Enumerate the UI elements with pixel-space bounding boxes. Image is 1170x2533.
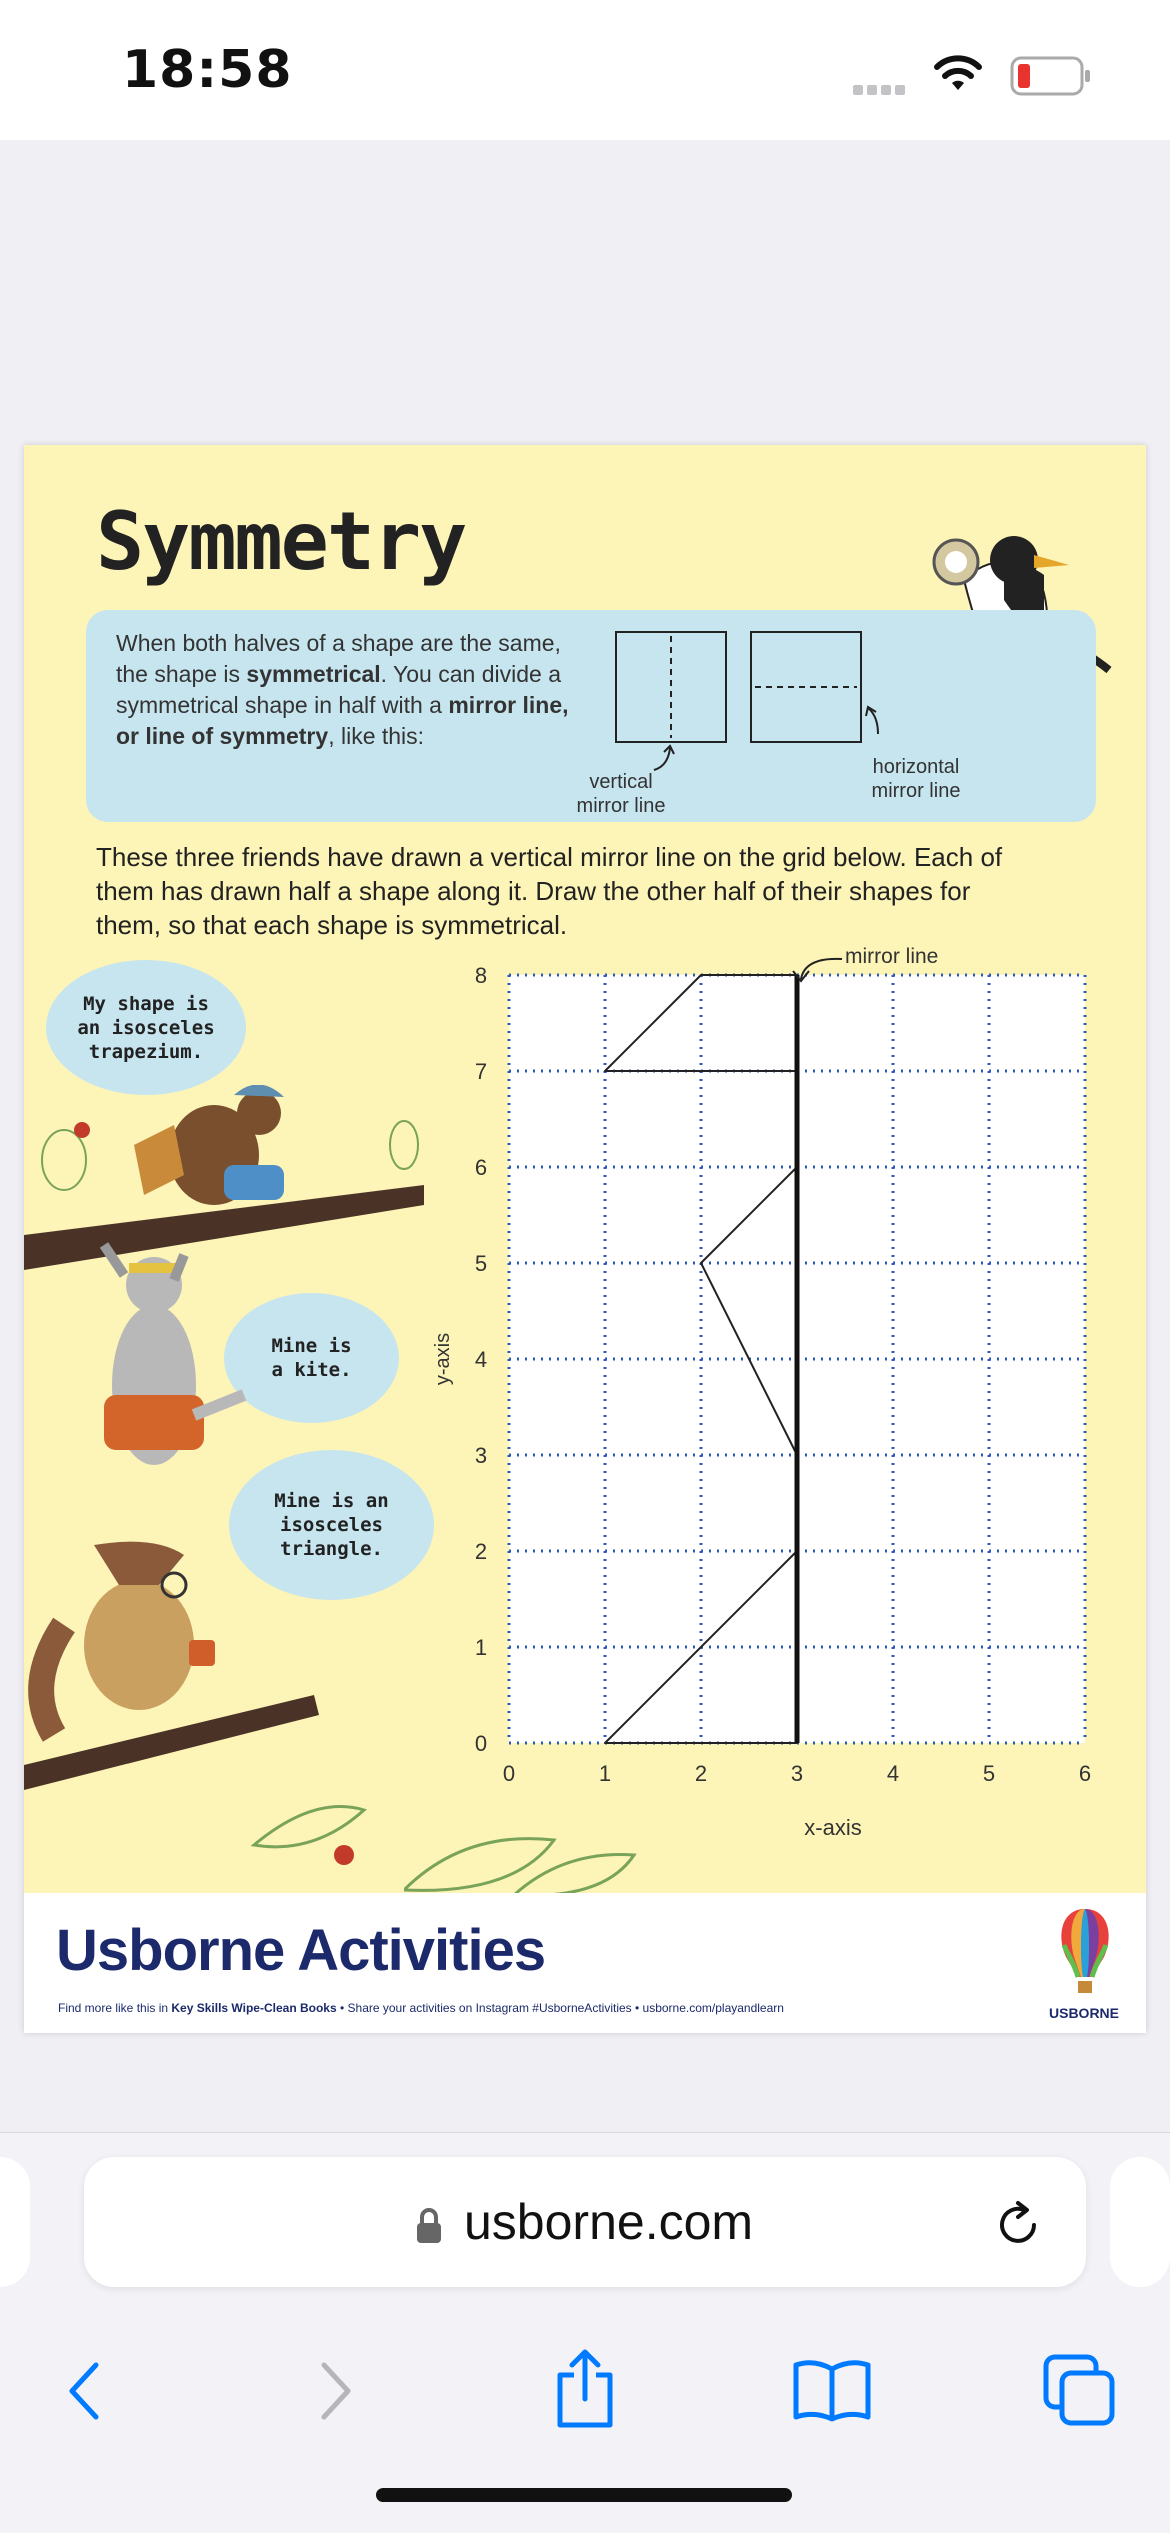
symmetry-grid-chart <box>429 935 1109 1855</box>
definition-text: When both halves of a shape are the same, the shape is symmetrical. You can divide a symmetrical shape in half with a mirror line, or line of symmetry, like this: <box>116 630 569 749</box>
mirror-line-annotation: mirror line <box>845 945 939 968</box>
y-tick-label: 8 <box>474 963 488 988</box>
footer-find-more: Find more like this in Key Skills Wipe-Clean Books • Share your activities on Instagram #UsborneActivities • usborne.com/playandlearn <box>58 2001 784 2015</box>
rabbit-speech-bubble: Mine is a kite. <box>224 1293 399 1423</box>
home-indicator <box>376 2488 792 2502</box>
share-icon[interactable] <box>550 2347 620 2431</box>
x-tick-label: 1 <box>598 1761 612 1786</box>
browser-toolbar <box>0 2323 1170 2443</box>
x-axis-label: x-axis <box>804 1815 862 1840</box>
back-button-icon[interactable] <box>64 2359 104 2423</box>
fox-speech-bubble: Mine is an isosceles triangle. <box>229 1450 434 1600</box>
bookmarks-icon[interactable] <box>792 2357 872 2423</box>
battery-low-icon <box>1010 56 1092 96</box>
y-tick-label: 4 <box>474 1347 488 1372</box>
animals-on-branches-illustration <box>24 1085 444 1905</box>
x-tick-label: 3 <box>790 1761 804 1786</box>
beaver-speech-bubble: My shape is an isosceles trapezium. <box>46 960 246 1095</box>
status-time: 18:58 <box>122 40 293 100</box>
y-tick-label: 6 <box>474 1155 488 1180</box>
status-bar <box>0 0 1170 140</box>
y-tick-label: 0 <box>474 1731 488 1756</box>
usborne-footer <box>24 1893 1146 2033</box>
y-axis-label: y-axis <box>432 1332 454 1386</box>
tabs-icon[interactable] <box>1042 2353 1116 2427</box>
lock-icon <box>414 2207 444 2245</box>
web-content[interactable] <box>0 140 1170 2140</box>
instructions-text: These three friends have drawn a vertical mirror line on the grid below. Each of them has drawn half a shape along it. Draw the other half of their shapes for them, so that each shape is symmetrical. <box>96 842 1003 940</box>
address-bar[interactable] <box>84 2157 1086 2287</box>
brand-title: Usborne Activities <box>56 1918 546 1983</box>
cellular-signal-icon <box>853 80 909 99</box>
x-tick-label: 4 <box>886 1761 900 1786</box>
page-title: Symmetry <box>96 495 466 588</box>
url-text[interactable]: usborne.com <box>464 2194 754 2250</box>
x-tick-label: 2 <box>694 1761 708 1786</box>
x-tick-label: 5 <box>982 1761 996 1786</box>
next-tab-card[interactable] <box>1110 2157 1170 2287</box>
y-tick-label: 3 <box>474 1443 488 1468</box>
y-tick-label: 5 <box>474 1251 488 1276</box>
definition-box <box>86 610 1096 822</box>
previous-tab-card[interactable] <box>0 2157 30 2287</box>
balloon-logo-icon <box>1054 1905 1116 2005</box>
forward-button-icon[interactable] <box>316 2359 356 2423</box>
y-tick-label: 2 <box>474 1539 488 1564</box>
x-tick-label: 0 <box>502 1761 516 1786</box>
usborne-logo-label: USBORNE <box>1049 2005 1120 2021</box>
worksheet-image <box>24 445 1146 2033</box>
horizontal-mirror-label: horizontal mirror line <box>871 756 961 802</box>
y-tick-label: 1 <box>474 1635 488 1660</box>
vertical-mirror-label: vertical mirror line <box>576 771 666 817</box>
wifi-icon <box>932 54 984 94</box>
x-tick-label: 6 <box>1078 1761 1092 1786</box>
browser-bottom-bar <box>0 2132 1170 2533</box>
y-tick-label: 7 <box>474 1059 488 1084</box>
reload-icon[interactable] <box>994 2195 1044 2251</box>
